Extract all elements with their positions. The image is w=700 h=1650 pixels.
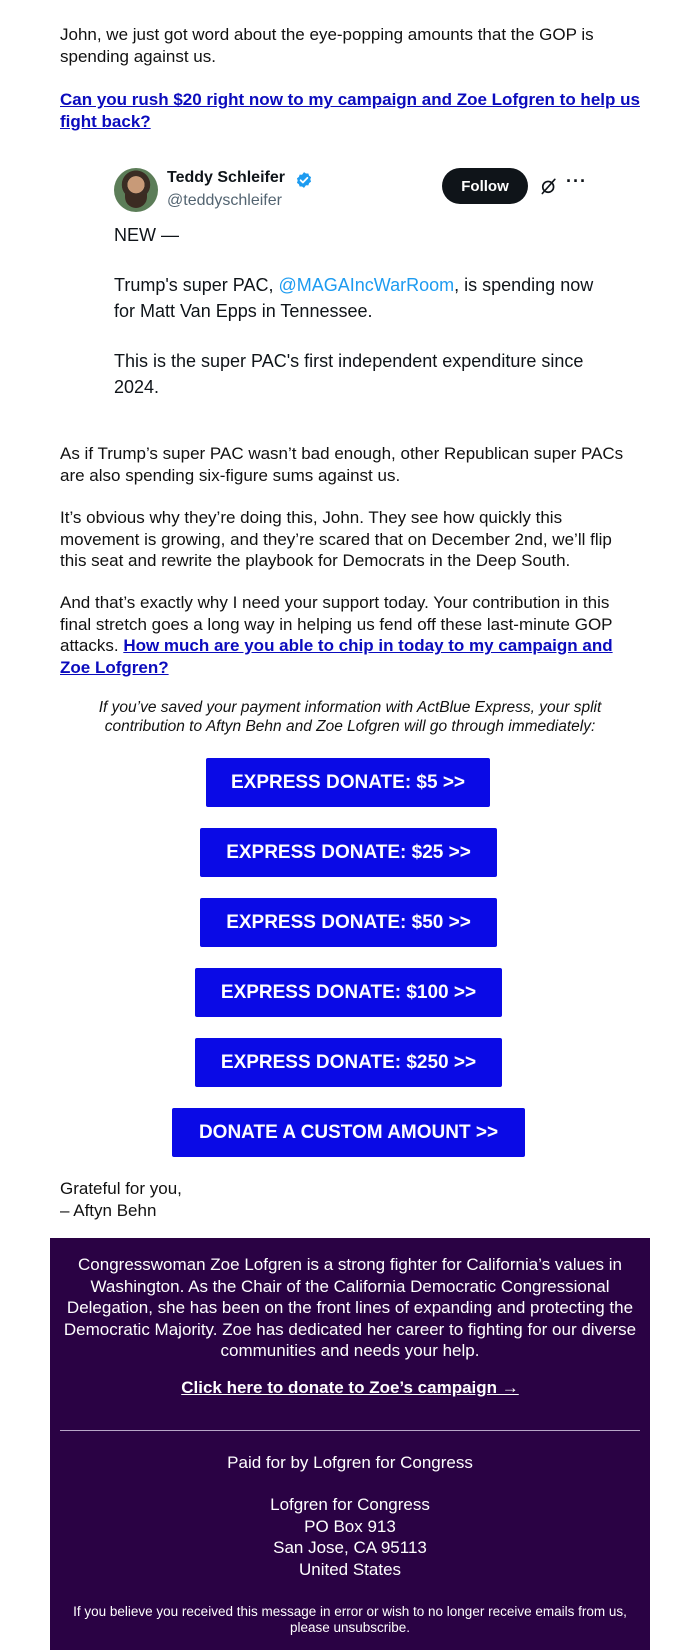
express-donate-25-button[interactable]: EXPRESS DONATE: $25 >> [200,828,497,877]
footer [50,1238,650,1650]
signoff-line-2: – Aftyn Behn [60,1200,157,1220]
verified-badge-icon [295,171,313,189]
tweet-text: Trump's super PAC, [114,275,279,295]
tweet-text: , is spending now for Matt Van Epps in Tennessee. [114,275,594,321]
tweet-paragraph-2: This is the super PAC's first independent expenditure since 2024. [114,351,584,397]
chip-in-link[interactable]: How much are you able to chip in today to my campaign and Zoe Lofgren? [60,636,613,677]
rush-donation-link[interactable]: Can you rush $20 right now to my campaign and Zoe Lofgren to help us fight back? [60,90,640,131]
address-line: San Jose, CA 95113 [273,1538,427,1557]
body-paragraph-2: It’s obvious why they’re doing this, John. They see how quickly this movement is growing, and they’re scared that on December 2nd, we’ll flip this seat and rewrite the playbook for Democrats in the Deep South. [60,508,612,570]
tweet-author-handle[interactable]: @teddyschleifer [167,192,282,209]
mailing-address [50,1494,650,1580]
intro-paragraph: John, we just got word about the eye-popping amounts that the GOP is spending against us. [60,25,594,66]
donate-custom-amount-button[interactable]: DONATE A CUSTOM AMOUNT >> [172,1108,525,1157]
express-donate-50-button[interactable]: EXPRESS DONATE: $50 >> [200,898,497,947]
body-paragraph-1: As if Trump’s super PAC wasn’t bad enough, other Republican super PACs are also spending six-figure sums against us. [60,444,624,485]
signoff [60,1178,640,1221]
footer-divider [60,1430,640,1431]
tweet-author-name[interactable]: Teddy Schleifer [167,169,285,186]
signoff-line-1: Grateful for you, [60,1179,182,1198]
express-donate-100-button[interactable]: EXPRESS DONATE: $100 >> [195,968,502,1017]
donate-to-zoe-link[interactable]: Click here to donate to Zoe’s campaign → [181,1378,519,1397]
follow-button[interactable]: Follow [442,168,528,204]
tweet-body [114,222,594,400]
address-line: Lofgren for Congress [270,1495,430,1514]
tweet-mention-link[interactable]: @MAGAIncWarRoom [278,275,455,295]
ask-paragraph [60,89,640,132]
express-donate-250-button[interactable]: EXPRESS DONATE: $250 >> [195,1038,502,1087]
x-logo-icon[interactable] [539,176,559,196]
tweet-line-new: NEW — [114,225,179,245]
unsubscribe-notice[interactable]: If you believe you received this message in error or wish to no longer receive emails from us, please unsubscribe. [73,1604,627,1635]
footer-description: Congresswoman Zoe Lofgren is a strong fighter for California’s values in Washington. As the Chair of the California Democratic Congressional Delegation, she has been on the front lines of expanding and protecting the Democratic Majority. Zoe has dedicated her career to fighting for our diverse communities and needs your help. [63,1255,637,1360]
body-paragraph-3-text: And that’s exactly why I need your support today. Your contribution in this final stretch goes a long way in helping us fend off these last-minute GOP attacks. [60,593,613,655]
avatar[interactable] [114,168,158,212]
more-options-icon[interactable]: ··· [566,171,587,191]
express-note: If you’ve saved your payment information with ActBlue Express, your split contribution to Aftyn Behn and Zoe Lofgren will go through immediately: [98,699,602,735]
address-line: PO Box 913 [304,1516,396,1536]
body-paragraph-3 [60,592,640,678]
tweet-paragraph-1 [114,272,594,324]
paid-for-disclaimer: Paid for by Lofgren for Congress [227,1453,473,1472]
address-line: United States [298,1559,402,1579]
express-donate-5-button[interactable]: EXPRESS DONATE: $5 >> [206,758,490,807]
